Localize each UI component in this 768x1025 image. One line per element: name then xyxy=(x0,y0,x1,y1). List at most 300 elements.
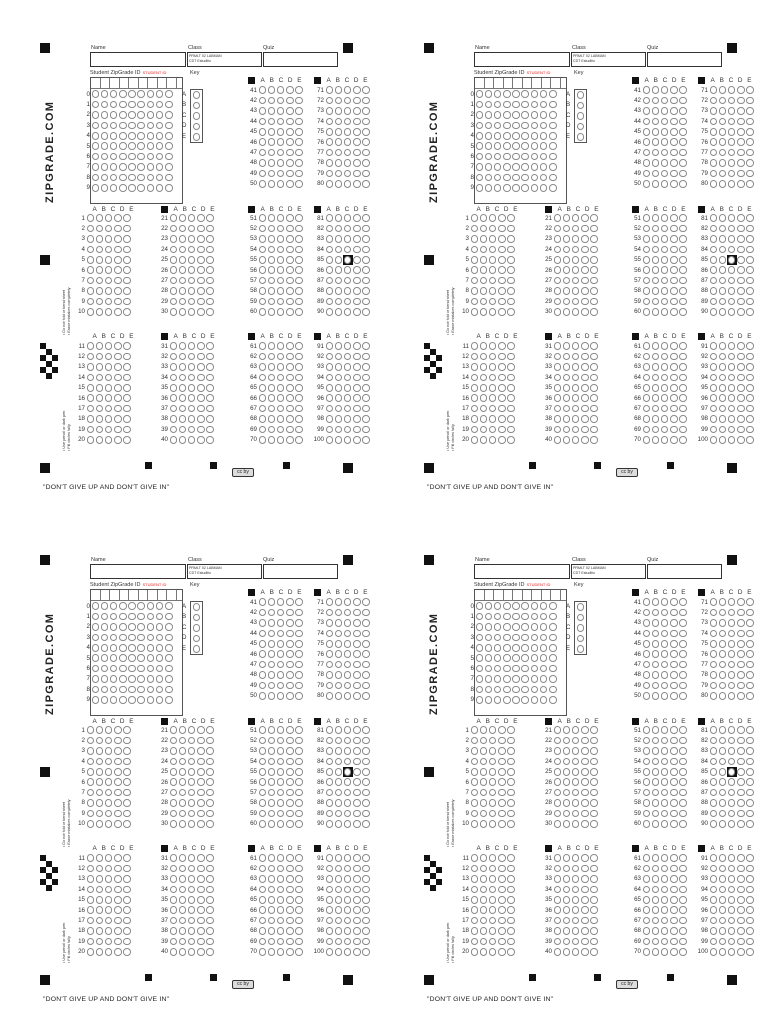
answer-bubble-d[interactable] xyxy=(197,747,205,755)
answer-bubble-d[interactable] xyxy=(114,235,122,243)
answer-bubble-e[interactable] xyxy=(590,405,598,413)
answer-bubble-a[interactable] xyxy=(326,598,334,606)
answer-bubble-a[interactable] xyxy=(87,927,95,935)
answer-bubble-b[interactable] xyxy=(268,159,276,167)
answer-bubble-d[interactable] xyxy=(498,810,506,818)
answer-bubble-c[interactable] xyxy=(277,138,285,146)
answer-bubble-c[interactable] xyxy=(277,246,285,254)
id-digit-bubble[interactable] xyxy=(531,184,539,192)
answer-bubble-e[interactable] xyxy=(206,799,214,807)
answer-bubble-c[interactable] xyxy=(661,747,669,755)
id-digit-bubble[interactable] xyxy=(485,132,493,140)
answer-bubble-a[interactable] xyxy=(326,384,334,392)
answer-bubble-c[interactable] xyxy=(572,917,580,925)
id-digit-bubble[interactable] xyxy=(494,184,502,192)
id-digit-bubble[interactable] xyxy=(494,644,502,652)
answer-bubble-c[interactable] xyxy=(188,308,196,316)
answer-bubble-c[interactable] xyxy=(489,789,497,797)
answer-bubble-b[interactable] xyxy=(652,363,660,371)
answer-bubble-b[interactable] xyxy=(719,353,727,361)
answer-bubble-c[interactable] xyxy=(489,854,497,862)
id-digit-bubble[interactable] xyxy=(549,634,557,642)
answer-bubble-e[interactable] xyxy=(679,256,687,264)
answer-bubble-b[interactable] xyxy=(179,906,187,914)
answer-bubble-c[interactable] xyxy=(277,682,285,690)
answer-bubble-c[interactable] xyxy=(105,214,113,222)
answer-bubble-a[interactable] xyxy=(326,726,334,734)
answer-bubble-b[interactable] xyxy=(179,225,187,233)
answer-bubble-e[interactable] xyxy=(295,917,303,925)
answer-bubble-a[interactable] xyxy=(643,374,651,382)
answer-bubble-a[interactable] xyxy=(643,758,651,766)
answer-bubble-b[interactable] xyxy=(480,875,488,883)
answer-bubble-e[interactable] xyxy=(295,342,303,350)
answer-bubble-b[interactable] xyxy=(563,906,571,914)
id-digit-bubble[interactable] xyxy=(540,163,548,171)
answer-bubble-e[interactable] xyxy=(507,415,515,423)
answer-bubble-d[interactable] xyxy=(670,768,678,776)
answer-bubble-b[interactable] xyxy=(96,384,104,392)
id-digit-bubble[interactable] xyxy=(540,142,548,150)
answer-bubble-d[interactable] xyxy=(581,820,589,828)
answer-bubble-b[interactable] xyxy=(719,298,727,306)
answer-bubble-b[interactable] xyxy=(719,436,727,444)
answer-bubble-c[interactable] xyxy=(661,778,669,786)
answer-bubble-e[interactable] xyxy=(295,820,303,828)
answer-bubble-b[interactable] xyxy=(719,917,727,925)
answer-bubble-a[interactable] xyxy=(710,609,718,617)
answer-bubble-c[interactable] xyxy=(728,917,736,925)
answer-bubble-a[interactable] xyxy=(471,948,479,956)
id-digit-bubble[interactable] xyxy=(485,90,493,98)
answer-bubble-b[interactable] xyxy=(480,256,488,264)
id-digit-bubble[interactable] xyxy=(128,132,136,140)
id-digit-bubble[interactable] xyxy=(128,675,136,683)
answer-bubble-e[interactable] xyxy=(746,692,754,700)
answer-bubble-e[interactable] xyxy=(507,287,515,295)
answer-bubble-b[interactable] xyxy=(179,415,187,423)
answer-bubble-e[interactable] xyxy=(590,865,598,873)
answer-bubble-d[interactable] xyxy=(670,159,678,167)
answer-bubble-d[interactable] xyxy=(670,287,678,295)
answer-bubble-e[interactable] xyxy=(746,598,754,606)
answer-bubble-d[interactable] xyxy=(286,650,294,658)
id-digit-bubble[interactable] xyxy=(165,696,173,704)
answer-bubble-b[interactable] xyxy=(179,426,187,434)
answer-bubble-d[interactable] xyxy=(737,374,745,382)
id-digit-bubble[interactable] xyxy=(531,686,539,694)
answer-bubble-c[interactable] xyxy=(728,138,736,146)
answer-bubble-d[interactable] xyxy=(353,886,361,894)
answer-bubble-d[interactable] xyxy=(353,97,361,105)
answer-bubble-a[interactable] xyxy=(471,287,479,295)
answer-bubble-e[interactable] xyxy=(295,415,303,423)
answer-bubble-e[interactable] xyxy=(206,789,214,797)
id-digit-bubble[interactable] xyxy=(540,686,548,694)
answer-bubble-b[interactable] xyxy=(480,758,488,766)
answer-bubble-a[interactable] xyxy=(326,799,334,807)
answer-bubble-c[interactable] xyxy=(489,214,497,222)
answer-bubble-c[interactable] xyxy=(728,886,736,894)
answer-bubble-b[interactable] xyxy=(268,415,276,423)
answer-bubble-b[interactable] xyxy=(480,436,488,444)
answer-bubble-e[interactable] xyxy=(746,789,754,797)
answer-bubble-d[interactable] xyxy=(737,692,745,700)
answer-bubble-c[interactable] xyxy=(344,180,352,188)
answer-bubble-c[interactable] xyxy=(728,374,736,382)
answer-bubble-c[interactable] xyxy=(344,394,352,402)
answer-bubble-e[interactable] xyxy=(746,948,754,956)
id-digit-bubble[interactable] xyxy=(494,686,502,694)
answer-bubble-a[interactable] xyxy=(643,436,651,444)
answer-bubble-b[interactable] xyxy=(335,886,343,894)
answer-bubble-c[interactable] xyxy=(105,854,113,862)
answer-bubble-c[interactable] xyxy=(489,927,497,935)
answer-bubble-d[interactable] xyxy=(286,394,294,402)
answer-bubble-d[interactable] xyxy=(353,107,361,115)
class-field[interactable] xyxy=(571,52,646,67)
answer-bubble-b[interactable] xyxy=(179,405,187,413)
answer-bubble-e[interactable] xyxy=(206,854,214,862)
id-digit-bubble[interactable] xyxy=(92,153,100,161)
answer-bubble-b[interactable] xyxy=(563,256,571,264)
answer-bubble-c[interactable] xyxy=(661,426,669,434)
answer-bubble-c[interactable] xyxy=(188,363,196,371)
answer-bubble-c[interactable] xyxy=(572,747,580,755)
id-digit-bubble[interactable] xyxy=(549,122,557,130)
answer-bubble-b[interactable] xyxy=(480,917,488,925)
answer-bubble-c[interactable] xyxy=(277,948,285,956)
answer-bubble-d[interactable] xyxy=(114,737,122,745)
answer-bubble-a[interactable] xyxy=(471,426,479,434)
answer-bubble-e[interactable] xyxy=(362,692,370,700)
id-digit-bubble[interactable] xyxy=(137,623,145,631)
answer-bubble-d[interactable] xyxy=(197,820,205,828)
answer-bubble-c[interactable] xyxy=(661,107,669,115)
answer-bubble-d[interactable] xyxy=(353,287,361,295)
id-digit-bubble[interactable] xyxy=(165,153,173,161)
id-digit-bubble[interactable] xyxy=(137,654,145,662)
answer-bubble-a[interactable] xyxy=(710,896,718,904)
id-digit-bubble[interactable] xyxy=(119,101,127,109)
answer-bubble-c[interactable] xyxy=(344,737,352,745)
answer-bubble-e[interactable] xyxy=(679,225,687,233)
answer-bubble-d[interactable] xyxy=(498,768,506,776)
answer-bubble-e[interactable] xyxy=(123,235,131,243)
answer-bubble-a[interactable] xyxy=(643,854,651,862)
answer-bubble-b[interactable] xyxy=(652,394,660,402)
id-digit-bubble[interactable] xyxy=(101,132,109,140)
answer-bubble-d[interactable] xyxy=(670,256,678,264)
id-digit-bubble[interactable] xyxy=(110,163,118,171)
answer-bubble-c[interactable] xyxy=(728,128,736,136)
answer-bubble-b[interactable] xyxy=(96,353,104,361)
answer-bubble-b[interactable] xyxy=(335,405,343,413)
answer-bubble-d[interactable] xyxy=(670,789,678,797)
answer-bubble-c[interactable] xyxy=(489,225,497,233)
answer-bubble-d[interactable] xyxy=(581,363,589,371)
answer-bubble-b[interactable] xyxy=(268,235,276,243)
answer-bubble-b[interactable] xyxy=(719,799,727,807)
answer-bubble-b[interactable] xyxy=(96,906,104,914)
answer-bubble-b[interactable] xyxy=(652,97,660,105)
answer-bubble-e[interactable] xyxy=(295,266,303,274)
answer-bubble-b[interactable] xyxy=(179,854,187,862)
id-digit-bubble[interactable] xyxy=(512,153,520,161)
answer-bubble-b[interactable] xyxy=(563,426,571,434)
answer-bubble-e[interactable] xyxy=(679,820,687,828)
answer-bubble-d[interactable] xyxy=(737,865,745,873)
answer-bubble-d[interactable] xyxy=(114,308,122,316)
answer-bubble-c[interactable] xyxy=(489,875,497,883)
answer-bubble-d[interactable] xyxy=(737,854,745,862)
id-digit-bubble[interactable] xyxy=(521,101,529,109)
answer-bubble-e[interactable] xyxy=(746,415,754,423)
answer-bubble-a[interactable] xyxy=(554,426,562,434)
answer-bubble-d[interactable] xyxy=(670,661,678,669)
answer-bubble-c[interactable] xyxy=(344,287,352,295)
answer-bubble-e[interactable] xyxy=(679,436,687,444)
answer-bubble-c[interactable] xyxy=(489,917,497,925)
answer-bubble-a[interactable] xyxy=(643,692,651,700)
id-digit-bubble[interactable] xyxy=(128,665,136,673)
answer-bubble-c[interactable] xyxy=(344,758,352,766)
key-bubble[interactable] xyxy=(577,624,585,632)
id-digit-bubble[interactable] xyxy=(119,675,127,683)
id-digit-bubble[interactable] xyxy=(485,163,493,171)
answer-bubble-b[interactable] xyxy=(719,225,727,233)
answer-bubble-b[interactable] xyxy=(652,692,660,700)
answer-bubble-d[interactable] xyxy=(670,86,678,94)
answer-bubble-a[interactable] xyxy=(259,97,267,105)
answer-bubble-a[interactable] xyxy=(710,692,718,700)
id-digit-bubble[interactable] xyxy=(147,665,155,673)
id-digit-bubble[interactable] xyxy=(531,623,539,631)
answer-bubble-b[interactable] xyxy=(179,298,187,306)
answer-bubble-d[interactable] xyxy=(353,650,361,658)
id-digit-bubble[interactable] xyxy=(503,90,511,98)
answer-bubble-c[interactable] xyxy=(572,256,580,264)
answer-bubble-d[interactable] xyxy=(286,640,294,648)
answer-bubble-d[interactable] xyxy=(581,353,589,361)
answer-bubble-b[interactable] xyxy=(652,118,660,126)
id-digit-bubble[interactable] xyxy=(147,153,155,161)
answer-bubble-a[interactable] xyxy=(710,86,718,94)
answer-bubble-d[interactable] xyxy=(197,374,205,382)
id-write-cell[interactable] xyxy=(494,78,504,88)
answer-bubble-a[interactable] xyxy=(259,353,267,361)
answer-bubble-a[interactable] xyxy=(87,917,95,925)
answer-bubble-e[interactable] xyxy=(206,214,214,222)
answer-bubble-c[interactable] xyxy=(661,394,669,402)
answer-bubble-a[interactable] xyxy=(259,875,267,883)
answer-bubble-d[interactable] xyxy=(737,758,745,766)
answer-bubble-d[interactable] xyxy=(670,266,678,274)
answer-bubble-a[interactable] xyxy=(170,214,178,222)
answer-bubble-e[interactable] xyxy=(123,799,131,807)
id-digit-bubble[interactable] xyxy=(101,142,109,150)
id-write-cell[interactable] xyxy=(532,590,542,600)
key-bubble[interactable] xyxy=(193,112,201,120)
answer-bubble-d[interactable] xyxy=(581,436,589,444)
id-digit-bubble[interactable] xyxy=(476,675,484,683)
answer-bubble-e[interactable] xyxy=(362,747,370,755)
answer-bubble-a[interactable] xyxy=(170,394,178,402)
id-digit-bubble[interactable] xyxy=(137,132,145,140)
answer-bubble-d[interactable] xyxy=(353,170,361,178)
answer-bubble-a[interactable] xyxy=(259,917,267,925)
answer-bubble-c[interactable] xyxy=(661,128,669,136)
answer-bubble-d[interactable] xyxy=(737,661,745,669)
answer-bubble-c[interactable] xyxy=(661,768,669,776)
answer-bubble-b[interactable] xyxy=(480,405,488,413)
answer-bubble-c[interactable] xyxy=(277,917,285,925)
answer-bubble-c[interactable] xyxy=(344,747,352,755)
answer-bubble-e[interactable] xyxy=(679,938,687,946)
answer-bubble-d[interactable] xyxy=(670,692,678,700)
answer-bubble-d[interactable] xyxy=(737,671,745,679)
answer-bubble-b[interactable] xyxy=(719,650,727,658)
id-digit-bubble[interactable] xyxy=(119,174,127,182)
answer-bubble-b[interactable] xyxy=(335,214,343,222)
answer-bubble-a[interactable] xyxy=(554,768,562,776)
id-digit-bubble[interactable] xyxy=(485,184,493,192)
answer-bubble-a[interactable] xyxy=(710,436,718,444)
answer-bubble-b[interactable] xyxy=(563,394,571,402)
answer-bubble-c[interactable] xyxy=(344,235,352,243)
answer-bubble-e[interactable] xyxy=(746,650,754,658)
answer-bubble-b[interactable] xyxy=(719,726,727,734)
answer-bubble-e[interactable] xyxy=(590,906,598,914)
id-digit-bubble[interactable] xyxy=(476,665,484,673)
answer-bubble-a[interactable] xyxy=(259,266,267,274)
answer-bubble-d[interactable] xyxy=(197,246,205,254)
id-digit-bubble[interactable] xyxy=(156,163,164,171)
answer-bubble-c[interactable] xyxy=(188,415,196,423)
answer-bubble-b[interactable] xyxy=(719,854,727,862)
answer-bubble-e[interactable] xyxy=(679,170,687,178)
answer-bubble-a[interactable] xyxy=(326,118,334,126)
answer-bubble-c[interactable] xyxy=(728,609,736,617)
answer-bubble-b[interactable] xyxy=(179,886,187,894)
id-digit-bubble[interactable] xyxy=(512,101,520,109)
answer-bubble-a[interactable] xyxy=(554,854,562,862)
answer-bubble-e[interactable] xyxy=(590,426,598,434)
answer-bubble-c[interactable] xyxy=(344,671,352,679)
answer-bubble-b[interactable] xyxy=(719,97,727,105)
id-digit-bubble[interactable] xyxy=(494,111,502,119)
answer-bubble-d[interactable] xyxy=(670,640,678,648)
answer-bubble-b[interactable] xyxy=(335,159,343,167)
answer-bubble-a[interactable] xyxy=(326,170,334,178)
answer-bubble-c[interactable] xyxy=(572,875,580,883)
id-digit-bubble[interactable] xyxy=(531,142,539,150)
answer-bubble-c[interactable] xyxy=(277,118,285,126)
id-digit-bubble[interactable] xyxy=(503,163,511,171)
id-digit-bubble[interactable] xyxy=(128,142,136,150)
id-write-cell[interactable] xyxy=(494,590,504,600)
answer-bubble-a[interactable] xyxy=(87,875,95,883)
id-digit-bubble[interactable] xyxy=(485,153,493,161)
answer-bubble-a[interactable] xyxy=(259,682,267,690)
answer-bubble-b[interactable] xyxy=(335,778,343,786)
answer-bubble-b[interactable] xyxy=(719,747,727,755)
id-digit-bubble[interactable] xyxy=(521,184,529,192)
answer-bubble-c[interactable] xyxy=(277,799,285,807)
id-digit-bubble[interactable] xyxy=(494,613,502,621)
answer-bubble-e[interactable] xyxy=(295,682,303,690)
answer-bubble-b[interactable] xyxy=(563,342,571,350)
answer-bubble-b[interactable] xyxy=(96,214,104,222)
answer-bubble-d[interactable] xyxy=(670,865,678,873)
id-write-cell[interactable] xyxy=(139,590,149,600)
answer-bubble-d[interactable] xyxy=(737,630,745,638)
answer-bubble-e[interactable] xyxy=(123,875,131,883)
answer-bubble-d[interactable] xyxy=(498,353,506,361)
answer-bubble-c[interactable] xyxy=(572,778,580,786)
id-digit-bubble[interactable] xyxy=(156,665,164,673)
id-write-cell[interactable] xyxy=(120,590,130,600)
key-bubble[interactable] xyxy=(193,635,201,643)
answer-bubble-d[interactable] xyxy=(670,598,678,606)
answer-bubble-e[interactable] xyxy=(679,865,687,873)
id-digit-bubble[interactable] xyxy=(101,184,109,192)
answer-bubble-d[interactable] xyxy=(737,896,745,904)
answer-bubble-e[interactable] xyxy=(295,726,303,734)
answer-bubble-e[interactable] xyxy=(746,298,754,306)
answer-bubble-b[interactable] xyxy=(179,917,187,925)
answer-bubble-d[interactable] xyxy=(737,353,745,361)
id-digit-bubble[interactable] xyxy=(503,665,511,673)
id-digit-bubble[interactable] xyxy=(531,153,539,161)
answer-bubble-e[interactable] xyxy=(679,747,687,755)
id-digit-bubble[interactable] xyxy=(110,101,118,109)
answer-bubble-d[interactable] xyxy=(286,938,294,946)
answer-bubble-b[interactable] xyxy=(268,875,276,883)
answer-bubble-a[interactable] xyxy=(643,266,651,274)
answer-bubble-e[interactable] xyxy=(590,917,598,925)
answer-bubble-d[interactable] xyxy=(114,277,122,285)
answer-bubble-d[interactable] xyxy=(581,384,589,392)
answer-bubble-d[interactable] xyxy=(286,225,294,233)
id-digit-bubble[interactable] xyxy=(549,654,557,662)
answer-bubble-d[interactable] xyxy=(197,768,205,776)
answer-bubble-e[interactable] xyxy=(746,353,754,361)
answer-bubble-d[interactable] xyxy=(353,917,361,925)
id-digit-bubble[interactable] xyxy=(521,142,529,150)
answer-bubble-a[interactable] xyxy=(643,107,651,115)
answer-bubble-a[interactable] xyxy=(710,630,718,638)
answer-bubble-d[interactable] xyxy=(737,906,745,914)
answer-bubble-a[interactable] xyxy=(326,415,334,423)
answer-bubble-c[interactable] xyxy=(728,225,736,233)
answer-bubble-e[interactable] xyxy=(679,875,687,883)
answer-bubble-d[interactable] xyxy=(670,682,678,690)
answer-bubble-b[interactable] xyxy=(719,118,727,126)
id-digit-bubble[interactable] xyxy=(494,174,502,182)
id-digit-bubble[interactable] xyxy=(119,122,127,130)
answer-bubble-c[interactable] xyxy=(572,384,580,392)
id-digit-bubble[interactable] xyxy=(128,602,136,610)
answer-bubble-a[interactable] xyxy=(170,287,178,295)
answer-bubble-b[interactable] xyxy=(179,342,187,350)
answer-bubble-c[interactable] xyxy=(105,415,113,423)
answer-bubble-a[interactable] xyxy=(643,640,651,648)
answer-bubble-a[interactable] xyxy=(554,875,562,883)
answer-bubble-c[interactable] xyxy=(661,799,669,807)
answer-bubble-c[interactable] xyxy=(277,426,285,434)
answer-bubble-a[interactable] xyxy=(170,298,178,306)
